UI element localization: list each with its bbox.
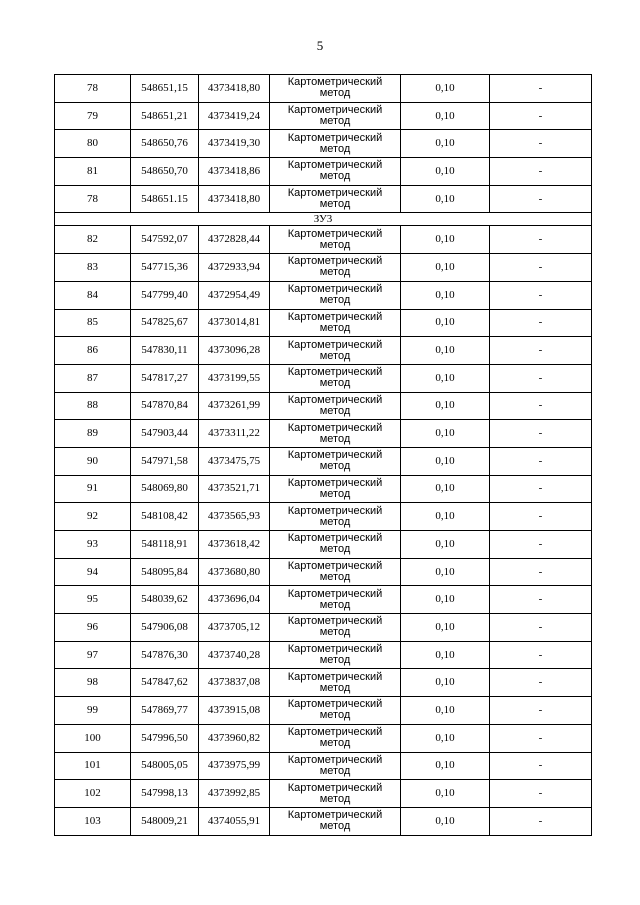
accuracy-cell: 0,10 bbox=[401, 669, 490, 697]
method-line-1: Картометрический bbox=[287, 159, 383, 172]
x-coordinate-cell: 548651,15 bbox=[131, 75, 199, 103]
section-label: ЗУ3 bbox=[55, 213, 592, 226]
y-coordinate-cell: 4373311,22 bbox=[199, 420, 270, 448]
y-coordinate-cell: 4372933,94 bbox=[199, 254, 270, 282]
description-cell: - bbox=[490, 185, 592, 213]
method-line-1: Картометрический bbox=[287, 615, 383, 628]
accuracy-cell: 0,10 bbox=[401, 364, 490, 392]
point-number-cell: 97 bbox=[55, 641, 131, 669]
section-header-row bbox=[55, 213, 592, 226]
table-row bbox=[55, 697, 592, 725]
table-row bbox=[55, 281, 592, 309]
method-line-2: метод bbox=[319, 737, 351, 750]
point-number-cell: 102 bbox=[55, 780, 131, 808]
method-cell bbox=[270, 254, 401, 282]
method-cell bbox=[270, 641, 401, 669]
point-number-cell: 84 bbox=[55, 281, 131, 309]
description-cell: - bbox=[490, 226, 592, 254]
point-number-cell: 93 bbox=[55, 531, 131, 559]
method-line-2: метод bbox=[319, 238, 351, 251]
method-line-1: Картометрический bbox=[287, 781, 383, 794]
x-coordinate-cell: 548650,76 bbox=[131, 130, 199, 158]
point-number-cell: 78 bbox=[55, 185, 131, 213]
y-coordinate-cell: 4373680,80 bbox=[199, 558, 270, 586]
y-coordinate-cell: 4373261,99 bbox=[199, 392, 270, 420]
x-coordinate-cell: 548095,84 bbox=[131, 558, 199, 586]
accuracy-cell: 0,10 bbox=[401, 724, 490, 752]
x-coordinate-cell: 547870,84 bbox=[131, 392, 199, 420]
description-cell: - bbox=[490, 364, 592, 392]
method-cell bbox=[270, 130, 401, 158]
x-coordinate-cell: 547903,44 bbox=[131, 420, 199, 448]
accuracy-cell: 0,10 bbox=[401, 254, 490, 282]
method-cell bbox=[270, 807, 401, 835]
description-cell: - bbox=[490, 780, 592, 808]
description-cell: - bbox=[490, 254, 592, 282]
accuracy-cell: 0,10 bbox=[401, 420, 490, 448]
x-coordinate-cell: 548651.15 bbox=[131, 185, 199, 213]
accuracy-cell: 0,10 bbox=[401, 586, 490, 614]
table-row bbox=[55, 185, 592, 213]
method-line-2: метод bbox=[319, 170, 351, 183]
method-cell bbox=[270, 185, 401, 213]
method-cell bbox=[270, 531, 401, 559]
method-line-1: Картометрический bbox=[287, 643, 383, 656]
table-row bbox=[55, 503, 592, 531]
method-line-2: метод bbox=[319, 404, 351, 417]
method-line-1: Картометрический bbox=[287, 227, 383, 240]
method-line-1: Картометрический bbox=[287, 449, 383, 462]
x-coordinate-cell: 547971,58 bbox=[131, 447, 199, 475]
description-cell: - bbox=[490, 337, 592, 365]
method-line-1: Картометрический bbox=[287, 698, 383, 711]
y-coordinate-cell: 4373837,08 bbox=[199, 669, 270, 697]
description-cell: - bbox=[490, 586, 592, 614]
method-line-2: метод bbox=[319, 349, 351, 362]
method-cell bbox=[270, 503, 401, 531]
y-coordinate-cell: 4373419,30 bbox=[199, 130, 270, 158]
accuracy-cell: 0,10 bbox=[401, 75, 490, 103]
method-line-2: метод bbox=[319, 142, 351, 155]
method-cell bbox=[270, 447, 401, 475]
table-row bbox=[55, 780, 592, 808]
accuracy-cell: 0,10 bbox=[401, 102, 490, 130]
method-line-2: метод bbox=[319, 321, 351, 334]
x-coordinate-cell: 548650,70 bbox=[131, 158, 199, 186]
y-coordinate-cell: 4373705,12 bbox=[199, 614, 270, 642]
method-line-1: Картометрический bbox=[287, 560, 383, 573]
table-row bbox=[55, 752, 592, 780]
x-coordinate-cell: 547869,77 bbox=[131, 697, 199, 725]
table-row bbox=[55, 807, 592, 835]
method-line-2: метод bbox=[319, 294, 351, 307]
table-row bbox=[55, 392, 592, 420]
method-line-1: Картометрический bbox=[287, 670, 383, 683]
method-line-2: метод bbox=[319, 460, 351, 473]
accuracy-cell: 0,10 bbox=[401, 780, 490, 808]
method-line-2: метод bbox=[319, 432, 351, 445]
accuracy-cell: 0,10 bbox=[401, 475, 490, 503]
description-cell: - bbox=[490, 807, 592, 835]
method-cell bbox=[270, 558, 401, 586]
point-number-cell: 96 bbox=[55, 614, 131, 642]
y-coordinate-cell: 4373475,75 bbox=[199, 447, 270, 475]
method-line-1: Картометрический bbox=[287, 76, 383, 89]
description-cell: - bbox=[490, 475, 592, 503]
y-coordinate-cell: 4373014,81 bbox=[199, 309, 270, 337]
method-line-2: метод bbox=[319, 377, 351, 390]
accuracy-cell: 0,10 bbox=[401, 447, 490, 475]
accuracy-cell: 0,10 bbox=[401, 337, 490, 365]
point-number-cell: 100 bbox=[55, 724, 131, 752]
x-coordinate-cell: 547825,67 bbox=[131, 309, 199, 337]
method-cell bbox=[270, 697, 401, 725]
accuracy-cell: 0,10 bbox=[401, 697, 490, 725]
y-coordinate-cell: 4373521,71 bbox=[199, 475, 270, 503]
y-coordinate-cell: 4372954,49 bbox=[199, 281, 270, 309]
description-cell: - bbox=[490, 158, 592, 186]
method-line-1: Картометрический bbox=[287, 753, 383, 766]
method-line-1: Картометрический bbox=[287, 476, 383, 489]
coordinates-table bbox=[54, 74, 592, 836]
accuracy-cell: 0,10 bbox=[401, 158, 490, 186]
y-coordinate-cell: 4373915,08 bbox=[199, 697, 270, 725]
y-coordinate-cell: 4373418,86 bbox=[199, 158, 270, 186]
point-number-cell: 88 bbox=[55, 392, 131, 420]
point-number-cell: 90 bbox=[55, 447, 131, 475]
description-cell: - bbox=[490, 392, 592, 420]
table-row bbox=[55, 558, 592, 586]
point-number-cell: 89 bbox=[55, 420, 131, 448]
y-coordinate-cell: 4373565,93 bbox=[199, 503, 270, 531]
y-coordinate-cell: 4373960,82 bbox=[199, 724, 270, 752]
table-row bbox=[55, 254, 592, 282]
description-cell: - bbox=[490, 309, 592, 337]
page-number: 5 bbox=[316, 38, 324, 53]
table-row bbox=[55, 531, 592, 559]
method-cell bbox=[270, 158, 401, 186]
y-coordinate-cell: 4373975,99 bbox=[199, 752, 270, 780]
table-row bbox=[55, 669, 592, 697]
method-line-1: Картометрический bbox=[287, 421, 383, 434]
method-line-1: Картометрический bbox=[287, 187, 383, 200]
method-line-1: Картометрический bbox=[287, 338, 383, 351]
method-line-1: Картометрический bbox=[287, 393, 383, 406]
method-line-1: Картометрический bbox=[287, 726, 383, 739]
x-coordinate-cell: 547876,30 bbox=[131, 641, 199, 669]
point-number-cell: 103 bbox=[55, 807, 131, 835]
y-coordinate-cell: 4373696,04 bbox=[199, 586, 270, 614]
y-coordinate-cell: 4373096,28 bbox=[199, 337, 270, 365]
y-coordinate-cell: 4373418,80 bbox=[199, 185, 270, 213]
method-cell bbox=[270, 724, 401, 752]
point-number-cell: 94 bbox=[55, 558, 131, 586]
method-line-2: метод bbox=[319, 792, 351, 805]
y-coordinate-cell: 4373418,80 bbox=[199, 75, 270, 103]
x-coordinate-cell: 547998,13 bbox=[131, 780, 199, 808]
method-cell bbox=[270, 752, 401, 780]
method-cell bbox=[270, 102, 401, 130]
x-coordinate-cell: 547906,08 bbox=[131, 614, 199, 642]
x-coordinate-cell: 547996,50 bbox=[131, 724, 199, 752]
description-cell: - bbox=[490, 420, 592, 448]
method-cell bbox=[270, 281, 401, 309]
accuracy-cell: 0,10 bbox=[401, 558, 490, 586]
method-cell bbox=[270, 780, 401, 808]
method-cell bbox=[270, 586, 401, 614]
x-coordinate-cell: 547830,11 bbox=[131, 337, 199, 365]
accuracy-cell: 0,10 bbox=[401, 641, 490, 669]
accuracy-cell: 0,10 bbox=[401, 281, 490, 309]
point-number-cell: 80 bbox=[55, 130, 131, 158]
coordinates-table-body bbox=[55, 75, 592, 836]
accuracy-cell: 0,10 bbox=[401, 614, 490, 642]
table-row bbox=[55, 102, 592, 130]
description-cell: - bbox=[490, 281, 592, 309]
y-coordinate-cell: 4373618,42 bbox=[199, 531, 270, 559]
method-cell bbox=[270, 420, 401, 448]
method-line-1: Картометрический bbox=[287, 131, 383, 144]
method-cell bbox=[270, 75, 401, 103]
description-cell: - bbox=[490, 130, 592, 158]
method-cell bbox=[270, 337, 401, 365]
description-cell: - bbox=[490, 752, 592, 780]
method-cell bbox=[270, 309, 401, 337]
method-line-2: метод bbox=[319, 115, 351, 128]
description-cell: - bbox=[490, 669, 592, 697]
accuracy-cell: 0,10 bbox=[401, 503, 490, 531]
table-row bbox=[55, 420, 592, 448]
point-number-cell: 99 bbox=[55, 697, 131, 725]
table-row bbox=[55, 364, 592, 392]
description-cell: - bbox=[490, 447, 592, 475]
method-line-2: метод bbox=[319, 598, 351, 611]
x-coordinate-cell: 548039,62 bbox=[131, 586, 199, 614]
x-coordinate-cell: 547799,40 bbox=[131, 281, 199, 309]
point-number-cell: 91 bbox=[55, 475, 131, 503]
point-number-cell: 98 bbox=[55, 669, 131, 697]
method-line-1: Картометрический bbox=[287, 366, 383, 379]
x-coordinate-cell: 547715,36 bbox=[131, 254, 199, 282]
description-cell: - bbox=[490, 697, 592, 725]
method-line-2: метод bbox=[319, 681, 351, 694]
table-row bbox=[55, 130, 592, 158]
y-coordinate-cell: 4374055,91 bbox=[199, 807, 270, 835]
point-number-cell: 83 bbox=[55, 254, 131, 282]
description-cell: - bbox=[490, 558, 592, 586]
point-number-cell: 95 bbox=[55, 586, 131, 614]
table-row bbox=[55, 337, 592, 365]
accuracy-cell: 0,10 bbox=[401, 185, 490, 213]
description-cell: - bbox=[490, 503, 592, 531]
point-number-cell: 81 bbox=[55, 158, 131, 186]
method-line-2: метод bbox=[319, 709, 351, 722]
description-cell: - bbox=[490, 614, 592, 642]
method-line-2: метод bbox=[319, 198, 351, 211]
method-line-2: метод bbox=[319, 487, 351, 500]
method-cell bbox=[270, 669, 401, 697]
accuracy-cell: 0,10 bbox=[401, 130, 490, 158]
accuracy-cell: 0,10 bbox=[401, 309, 490, 337]
point-number-cell: 78 bbox=[55, 75, 131, 103]
x-coordinate-cell: 548108,42 bbox=[131, 503, 199, 531]
method-line-2: метод bbox=[319, 543, 351, 556]
description-cell: - bbox=[490, 724, 592, 752]
table-row bbox=[55, 158, 592, 186]
method-line-2: метод bbox=[319, 654, 351, 667]
point-number-cell: 85 bbox=[55, 309, 131, 337]
method-line-2: метод bbox=[319, 515, 351, 528]
table-row bbox=[55, 586, 592, 614]
x-coordinate-cell: 547592,07 bbox=[131, 226, 199, 254]
method-cell bbox=[270, 392, 401, 420]
accuracy-cell: 0,10 bbox=[401, 392, 490, 420]
x-coordinate-cell: 548005,05 bbox=[131, 752, 199, 780]
method-cell bbox=[270, 614, 401, 642]
x-coordinate-cell: 548651,21 bbox=[131, 102, 199, 130]
method-line-1: Картометрический bbox=[287, 587, 383, 600]
method-line-1: Картометрический bbox=[287, 504, 383, 517]
accuracy-cell: 0,10 bbox=[401, 807, 490, 835]
y-coordinate-cell: 4373992,85 bbox=[199, 780, 270, 808]
accuracy-cell: 0,10 bbox=[401, 226, 490, 254]
point-number-cell: 86 bbox=[55, 337, 131, 365]
x-coordinate-cell: 547847,62 bbox=[131, 669, 199, 697]
table-row bbox=[55, 226, 592, 254]
y-coordinate-cell: 4372828,44 bbox=[199, 226, 270, 254]
method-line-2: метод bbox=[319, 764, 351, 777]
method-cell bbox=[270, 475, 401, 503]
point-number-cell: 101 bbox=[55, 752, 131, 780]
method-line-1: Картометрический bbox=[287, 283, 383, 296]
x-coordinate-cell: 548118,91 bbox=[131, 531, 199, 559]
table-row bbox=[55, 475, 592, 503]
y-coordinate-cell: 4373419,24 bbox=[199, 102, 270, 130]
x-coordinate-cell: 548069,80 bbox=[131, 475, 199, 503]
method-line-1: Картометрический bbox=[287, 532, 383, 545]
y-coordinate-cell: 4373199,55 bbox=[199, 364, 270, 392]
method-line-2: метод bbox=[319, 266, 351, 279]
point-number-cell: 92 bbox=[55, 503, 131, 531]
description-cell: - bbox=[490, 531, 592, 559]
table-row bbox=[55, 75, 592, 103]
point-number-cell: 79 bbox=[55, 102, 131, 130]
accuracy-cell: 0,10 bbox=[401, 752, 490, 780]
method-line-1: Картометрический bbox=[287, 310, 383, 323]
method-line-1: Картометрический bbox=[287, 809, 383, 822]
description-cell: - bbox=[490, 102, 592, 130]
method-line-1: Картометрический bbox=[287, 104, 383, 117]
point-number-cell: 82 bbox=[55, 226, 131, 254]
table-row bbox=[55, 641, 592, 669]
description-cell: - bbox=[490, 75, 592, 103]
table-row bbox=[55, 614, 592, 642]
method-line-2: метод bbox=[319, 571, 351, 584]
description-cell: - bbox=[490, 641, 592, 669]
method-cell bbox=[270, 364, 401, 392]
method-line-2: метод bbox=[319, 820, 351, 833]
method-line-2: метод bbox=[319, 626, 351, 639]
table-row bbox=[55, 447, 592, 475]
x-coordinate-cell: 548009,21 bbox=[131, 807, 199, 835]
point-number-cell: 87 bbox=[55, 364, 131, 392]
y-coordinate-cell: 4373740,28 bbox=[199, 641, 270, 669]
table-row bbox=[55, 309, 592, 337]
method-line-2: метод bbox=[319, 87, 351, 100]
accuracy-cell: 0,10 bbox=[401, 531, 490, 559]
x-coordinate-cell: 547817,27 bbox=[131, 364, 199, 392]
method-cell bbox=[270, 226, 401, 254]
method-line-1: Картометрический bbox=[287, 255, 383, 268]
table-row bbox=[55, 724, 592, 752]
